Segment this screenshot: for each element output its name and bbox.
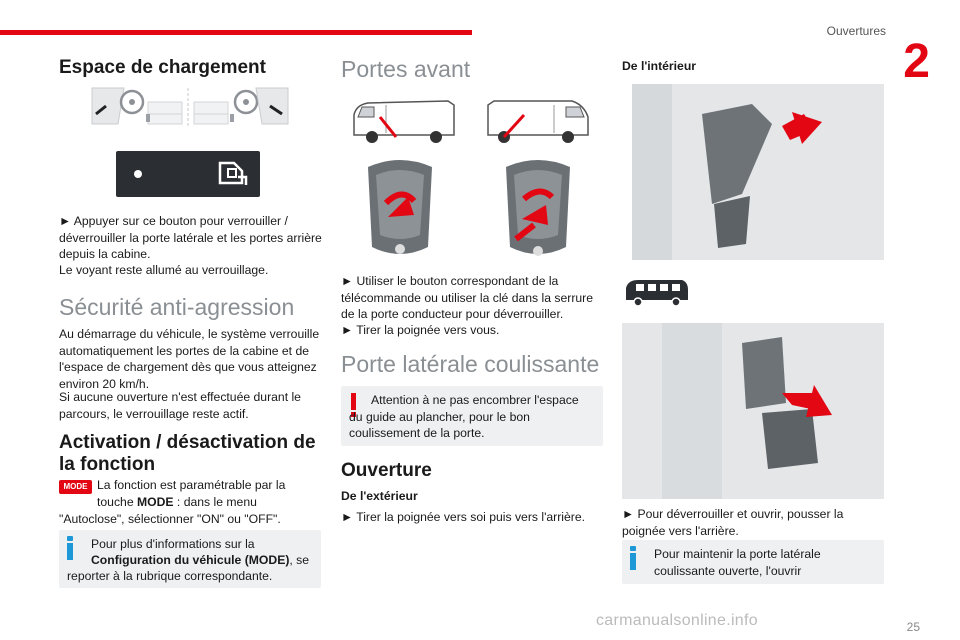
- dashboard-illustration-icon: [88, 84, 292, 132]
- key-fob-lock-icon: [362, 157, 438, 261]
- van-front-door-icon: [348, 97, 460, 145]
- rear-handle-icon: [622, 323, 884, 499]
- cargo-indicator-text: Le voyant reste allumé au verrouillage.: [59, 263, 269, 277]
- info-note-line-3: reporter à la rubrique correspondante.: [67, 569, 273, 583]
- cargo-instruction: ► Appuyer sur ce bouton pour verrouiller / déverrouiller la porte latérale et les portes arrière depuis la cabine.: [59, 214, 322, 261]
- cargo-title: Espace de chargement: [59, 57, 266, 78]
- front-doors-step-1: ► Utiliser le bouton correspondant de la télécommande ou utiliser la clé dans la serrure de la porte conducteur pour déverrouiller.: [341, 274, 593, 321]
- info-note-mode: [59, 530, 321, 588]
- key-fob-unlock-icon: [500, 157, 576, 261]
- minibus-icon: [622, 278, 692, 308]
- info-note-sliding: [622, 540, 884, 584]
- security-title: Sécurité anti-agression: [59, 294, 295, 320]
- activation-text-c: "Autoclose", sélectionner "ON" ou "OFF".: [59, 512, 281, 526]
- inside-step: ► Pour déverrouiller et ouvrir, pousser la poignée vers l'arrière.: [622, 507, 844, 538]
- info-note-sliding-text: Pour maintenir la porte latérale coulissante ouverte, l'ouvrir: [654, 547, 821, 578]
- security-paragraph-1: Au démarrage du véhicule, le système verrouille automatiquement les portes de la cabine et de l'espace de chargement dès que vous atteignez environ 20 km/h.: [59, 327, 320, 391]
- running-header: Ouvertures: [826, 24, 886, 38]
- info-icon: [67, 536, 73, 560]
- page-number: 25: [906, 620, 920, 634]
- outside-step: ► Tirer la poignée vers soi puis vers l'arrière.: [341, 510, 586, 524]
- info-note-line-1: Pour plus d'informations sur la: [91, 537, 255, 551]
- warning-text: Attention à ne pas encombrer l'espace du guide au plancher, pour le bon coulissement de la porte.: [349, 393, 579, 440]
- van-rear-door-icon: [484, 97, 592, 145]
- warning-note: [341, 386, 603, 446]
- header-accent-bar: [0, 30, 472, 35]
- activation-text-b: touche MODE : dans le menu: [97, 495, 257, 509]
- inside-subtitle: De l'intérieur: [622, 59, 697, 73]
- cargo-lock-button-icon: [116, 151, 260, 197]
- chapter-number: 2: [903, 35, 930, 88]
- activation-title-line-2: la fonction: [59, 454, 156, 475]
- opening-title: Ouverture: [341, 460, 432, 481]
- watermark: carmanualsonline.info: [596, 612, 758, 629]
- mode-button-icon: MODE: [59, 480, 92, 494]
- front-doors-title: Portes avant: [341, 56, 471, 82]
- security-paragraph-2: Si aucune ouverture n'est effectuée durant le parcours, le verrouillage reste actif.: [59, 390, 301, 421]
- info-icon: [630, 546, 636, 570]
- sliding-door-title: Porte latérale coulissante: [341, 351, 600, 377]
- activation-title-line-1: Activation / désactivation de: [59, 432, 316, 453]
- front-doors-step-2: ► Tirer la poignée vers vous.: [341, 323, 500, 337]
- outside-subtitle: De l'extérieur: [341, 489, 418, 503]
- info-note-line-2: Configuration du véhicule (MODE), se: [91, 553, 310, 567]
- activation-text-a: La fonction est paramétrable par la: [97, 478, 286, 492]
- door-handle-icon: [632, 84, 884, 260]
